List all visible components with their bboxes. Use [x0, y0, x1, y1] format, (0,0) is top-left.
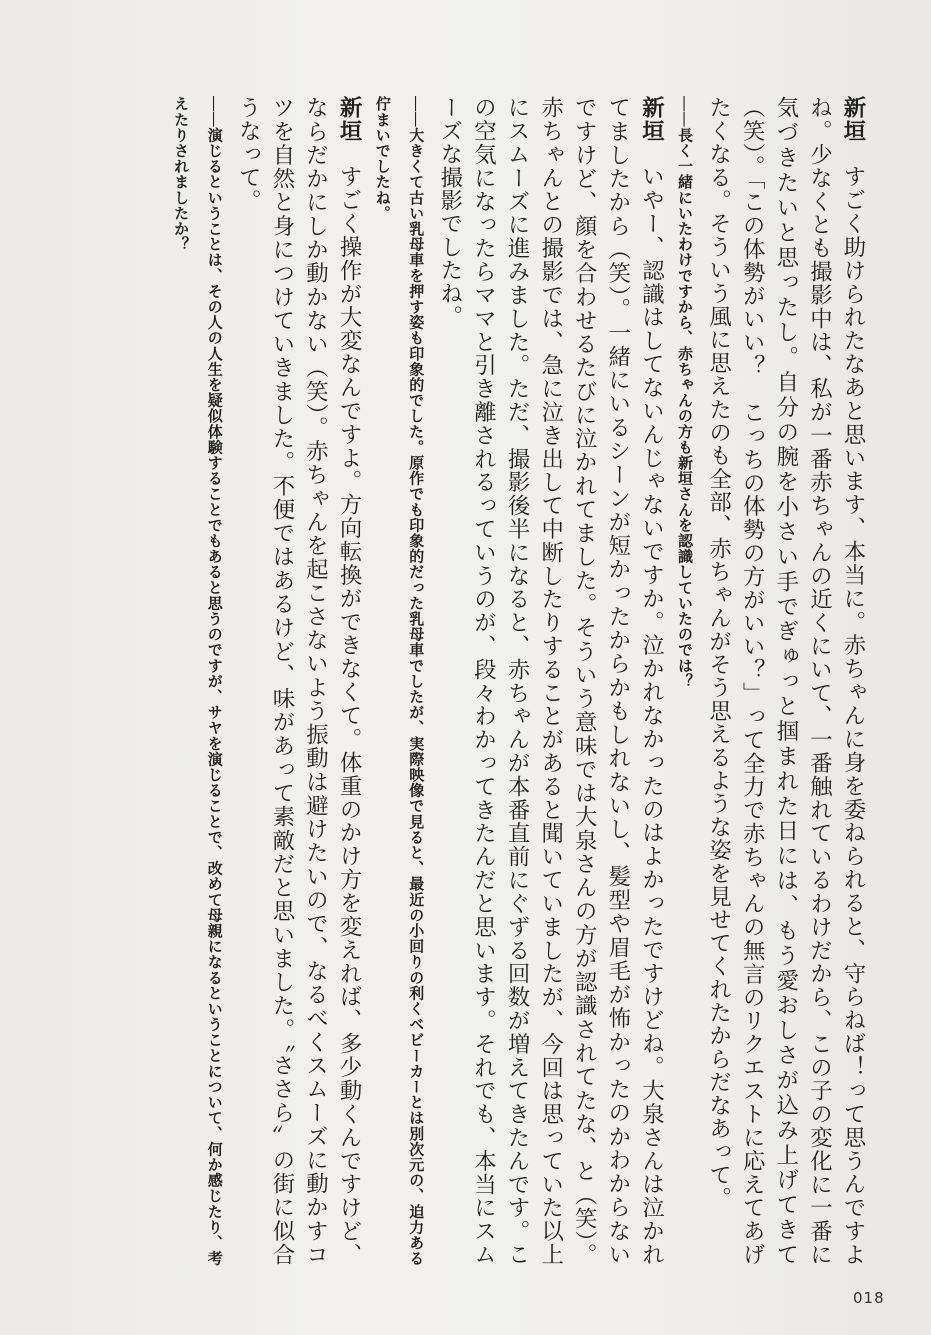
paragraph-text: すごく助けられたなあと思います、本当に。赤ちゃんに身を委ねられると、守らねば！って思うんですよね。少なくとも撮影中は、私が一番赤ちゃんの近くにいて、一番触れているわけだから、この子の変化に一番に気づきたいと思ったし。自分の腕を小さい手でぎゅっと掴まれた日には、もう愛おしさが込み上げてきて（笑）。「この体勢がいい？ こっちの体勢の方がいい？」って全力で赤ちゃんの無言のリクエストに応えてあげたくなる。そういう風に思えたのも全部、赤ちゃんがそう思えるような姿を見せてくれたからだなあって。	[705, 96, 866, 1266]
speaker-label: 新垣	[336, 96, 363, 143]
paragraph-text: いやー、認識はしてないんじゃないですか。泣かれなかったのはよかったですけどね。大泉さんは泣かれてましたから（笑）。一緒にいるシーンが短かったからかもしれないし、髪型や眉毛が怖かったのかわからないですけど、顔を合わせるたびに泣かれてました。そういう意味では大泉さんの方が認識されてたな、と（笑）。赤ちゃんとの撮影では、急に泣き出して中断したりすることがあると聞いていましたが、今回は思っていた以上にスムーズに進みました。ただ、撮影後半になると、赤ちゃんが本番直前にぐずる回数が増えてきたんです。この空気になったらママと引き離されるっていうのが、段々わかってきたんだと思います。それでも、本当にスムーズな撮影でしたね。	[436, 96, 665, 1266]
page-number: 018	[853, 1289, 885, 1307]
speaker-label: 新垣	[840, 96, 866, 143]
question-dash: ――	[407, 96, 426, 128]
vertical-text-body	[49, 96, 869, 1266]
speaker-label: 新垣	[638, 96, 665, 143]
speaker-paragraph-1	[701, 96, 869, 1266]
question-text: 長く一緒にいたわけですから、赤ちゃんの方も新垣さんを認識していたのでは？	[676, 127, 695, 689]
question-dash: ――	[676, 96, 695, 128]
paragraph-text: すごく操作が大変なんですよ。方向転換ができなくて。体重のかけ方を変えれば、多少動くんですけど、ならだかにしか動かない（笑）。赤ちゃんを起こさないよう振動は避けたいので、なるべくスムーズに動かすコツを自然と身につけていきました。不便ではあるけど、味があって素敵だと思いました。〝ささら〟の街に似合うなって。	[235, 96, 363, 1266]
question-text: 演じるということは、その人の人生を疑似体験することでもあると思うのですが、サヤを演じることで、改めて母親になるということについて、何か感じたり、考えたりされましたか？	[172, 96, 224, 1266]
speaker-paragraph-2	[432, 96, 667, 1266]
interview-question-2	[365, 96, 432, 1266]
question-text: 大きくて古い乳母車を押す姿も印象的でした。原作でも印象的だった乳母車でしたが、実際映像で見ると、最近の小回りの利くベビーカーとは別次元の、迫力ある佇まいでしたね。	[373, 96, 426, 1266]
interview-question-1	[667, 96, 701, 1266]
speaker-paragraph-3	[231, 96, 365, 1266]
interview-question-3	[164, 96, 231, 1266]
question-dash: ――	[205, 96, 224, 128]
